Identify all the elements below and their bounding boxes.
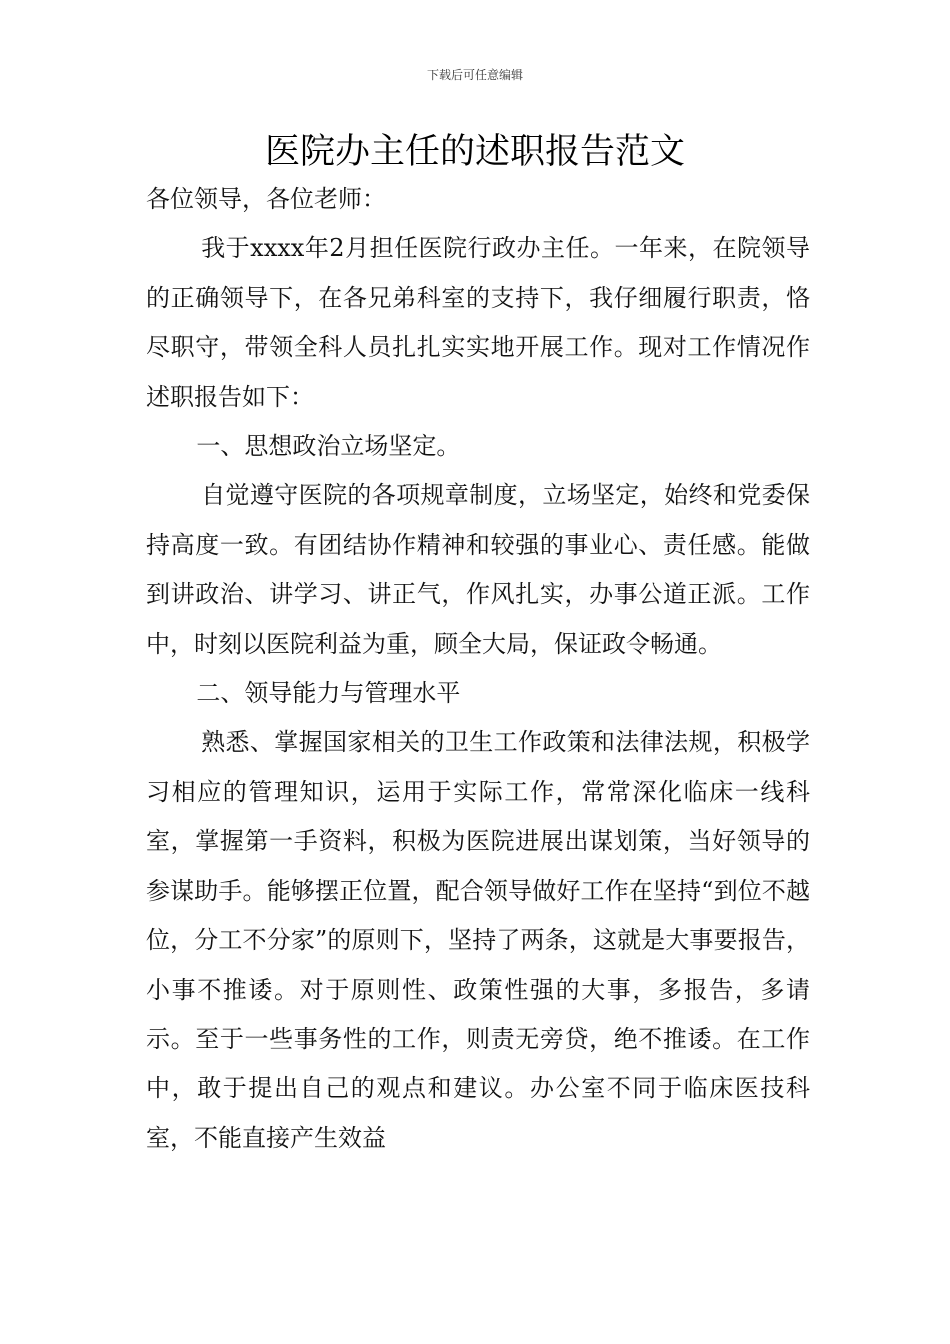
document-title: 医院办主任的述职报告范文 <box>264 132 685 172</box>
section-2-paragraph: 熟悉、掌握国家相关的卫生工作政策和法律法规，积极学习相应的管理知识，运用于实际工作，常常深化临床一线科室，掌握第一手资料，积极为医院进展出谋划策，当好领导的参谋助手。能够摆正位置，配合领导做好工作在坚持“到位不越位，分工不分家”的原则下，坚持了两条，这就是大事要报告，小事不推诿。对于原则性、政策性强的大事，多报告，多请示。至于一些事务性的工作，则责无旁贷，绝不推诿。在工作中，敢于提出自己的观点和建议。办公室不同于临床医技科室，不能直接产生效益 <box>146 728 810 1152</box>
document-body <box>146 175 810 1163</box>
section-1-paragraph: 自觉遵守医院的各项规章制度，立场坚定，始终和党委保持高度一致。有团结协作精神和较强的事业心、责任感。能做到讲政治、讲学习、讲正气，作风扎实，办事公道正派。工作中，时刻以医院利益为重，顾全大局，保证政令畅通。 <box>146 481 810 658</box>
intro-paragraph: 我于xxxx年2月担任医院行政办主任。一年来，在院领导的正确领导下，在各兄弟科室的支持下，我仔细履行职责，恪尽职守，带领全科人员扎扎实实地开展工作。现对工作情况作述职报告如下： <box>146 234 810 411</box>
section-2-heading: 二、领导能力与管理水平 <box>196 679 461 708</box>
page-header-note: 下载后可任意编辑 <box>426 68 523 82</box>
section-1-heading: 一、思想政治立场坚定。 <box>196 432 461 461</box>
greeting-line: 各位领导，各位老师： <box>146 185 386 213</box>
